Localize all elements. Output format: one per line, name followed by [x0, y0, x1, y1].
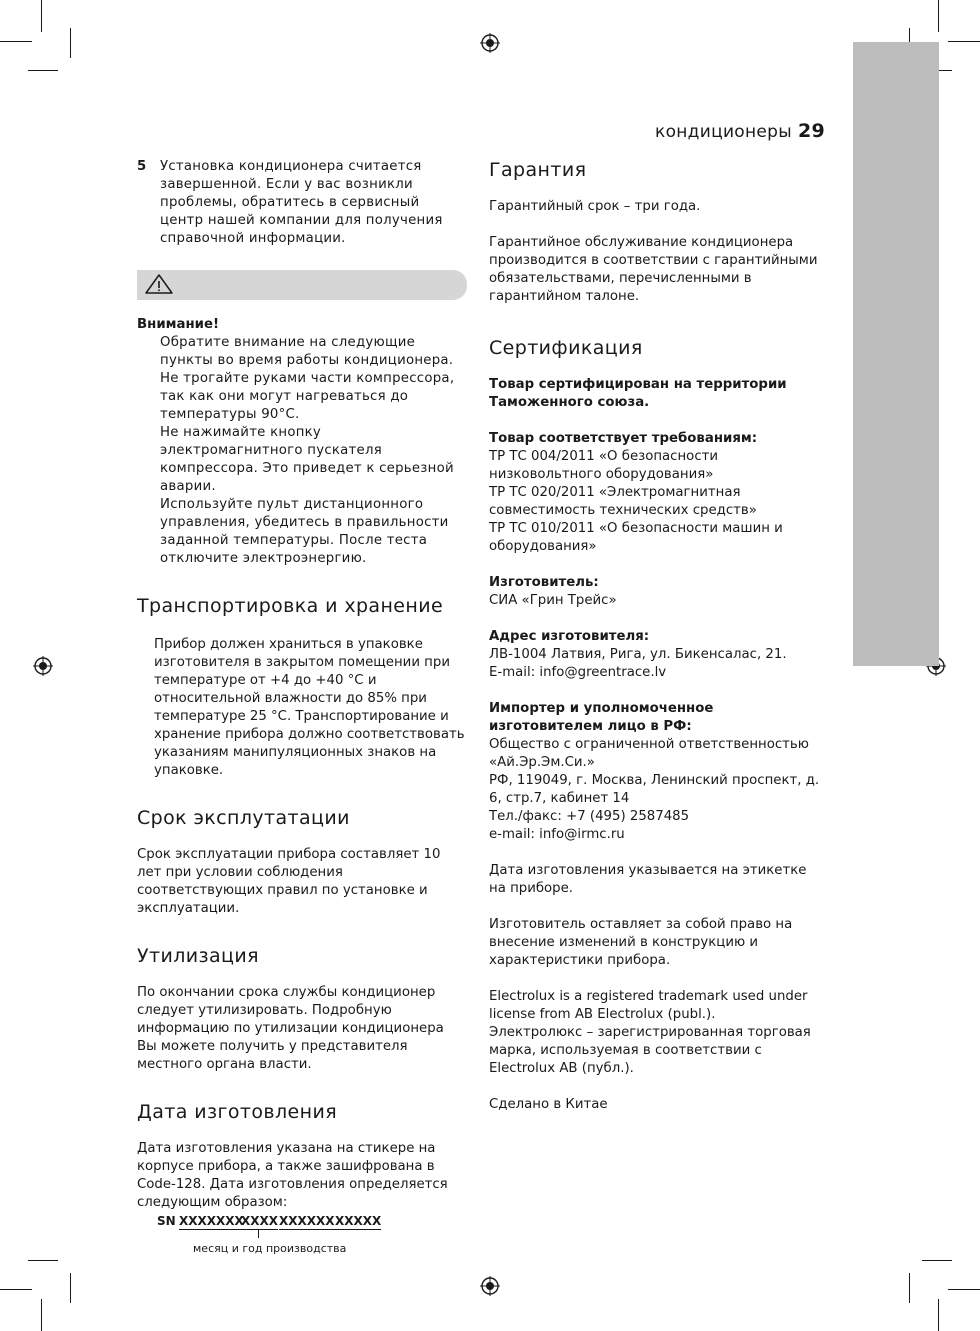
attention-line: Не трогайте руками части компрессора, так как они могут нагреваться до температуры 90°С. — [160, 371, 455, 422]
sn-segment: XXXX — [241, 1214, 279, 1228]
service-life-text: Срок эксплуатации прибора составляет 10 лет при условии соблюдения соответствующих правил по установке и эксплуатации. — [137, 847, 441, 916]
made-in: Сделано в Китае — [489, 1097, 608, 1112]
page-header — [655, 120, 825, 142]
crop-mark — [70, 28, 71, 58]
manufacturer-block — [489, 574, 821, 610]
attention-list — [137, 334, 467, 568]
certification-heading: Сертификация — [489, 337, 643, 359]
importer-label: Импортер и уполномоченное изготовителем лицо в РФ: — [489, 701, 714, 734]
compliance-line: ТР ТС 020/2011 «Электромагнитная совместимость технических средств» — [489, 485, 757, 518]
disposal-heading: Утилизация — [137, 945, 259, 967]
crop-mark — [909, 1273, 910, 1303]
manufacture-date-text: Дата изготовления указана на стикере на корпусе прибора, а также зашифрована в Code-128. Дата изготовления определяется следующим образом: — [137, 1141, 448, 1210]
attention-line: Не нажимайте кнопку электромагнитного пускателя компрессора. Это приведет к серьезной аварии. — [160, 425, 454, 494]
crop-mark — [0, 1289, 32, 1290]
registration-mark-icon — [480, 33, 500, 53]
importer-line: РФ, 119049, г. Москва, Ленинский проспект, д. 6, стр.7, кабинет 14 — [489, 773, 820, 806]
sn-segment: XXXXXX — [279, 1214, 335, 1228]
compliance-label: Товар соответствует требованиям: — [489, 431, 758, 446]
address-block — [489, 628, 821, 682]
sn-caption: месяц и год производства — [193, 1242, 347, 1255]
transport-heading: Транспортировка и хранение — [137, 595, 444, 617]
attention-line: Обратите внимание на следующие пункты во время работы кондиционера. — [160, 335, 454, 368]
sn-label: SN — [157, 1214, 176, 1228]
date-note: Дата изготовления указывается на этикетке на приборе. — [489, 863, 807, 896]
sn-segment: XXXXX — [335, 1214, 382, 1228]
step-number: 5 — [137, 159, 147, 174]
crop-mark — [938, 0, 939, 32]
rights-note: Изготовитель оставляет за собой право на внесение изменений в конструкцию и характеристики прибора. — [489, 917, 793, 968]
manufacturer-email: E-mail: info@greentrace.lv — [489, 665, 667, 680]
sn-pointer — [258, 1230, 259, 1238]
disposal-text: По окончании срока службы кондиционер следует утилизировать. Подробную информацию по утилизации кондиционера Вы можете получить у представителя местного органа власти. — [137, 985, 444, 1072]
compliance-line: ТР ТС 004/2011 «О безопасности низковольтного оборудования» — [489, 449, 719, 482]
attention-title: Внимание! — [137, 317, 220, 332]
step-text: Установка кондиционера считается завершенной. Если у вас возникли проблемы, обратитесь в сервисный центр нашей компании для получения справочной информации. — [160, 159, 443, 246]
warning-triangle-icon — [144, 273, 174, 295]
manufacturer-name: СИА «Грин Трейс» — [489, 593, 617, 608]
certified-text: Товар сертифицирован на территории Таможенного союза. — [489, 377, 787, 410]
serial-number-diagram — [137, 1214, 467, 1264]
compliance-line: ТР ТС 010/2011 «О безопасности машин и оборудования» — [489, 521, 783, 554]
chapter-tab — [853, 42, 939, 666]
crop-mark — [0, 41, 32, 42]
warning-bar — [137, 270, 467, 300]
crop-mark — [938, 1299, 939, 1331]
importer-line: Общество с ограниченной ответственностью «Ай.Эр.Эм.Си.» — [489, 737, 809, 770]
importer-line: e-mail: info@irmc.ru — [489, 827, 625, 842]
crop-mark — [948, 1289, 980, 1290]
crop-mark — [70, 1273, 71, 1303]
importer-line: Тел./факс: +7 (495) 2587485 — [489, 809, 690, 824]
registration-mark-icon — [33, 656, 53, 676]
registration-mark-icon — [480, 1276, 500, 1296]
address-label: Адрес изготовителя: — [489, 629, 650, 644]
compliance-block — [489, 430, 821, 556]
sn-segment: XXXXXXX — [179, 1214, 244, 1228]
attention-line: Используйте пульт дистанционного управления, убедитесь в правильности заданной температуры. После теста отключите электроэнергию. — [160, 497, 449, 566]
crop-mark — [41, 0, 42, 32]
address-text: ЛВ-1004 Латвия, Рига, ул. Бикенсалас, 21. — [489, 647, 787, 662]
transport-text: Прибор должен храниться в упаковке изготовителя в закрытом помещении при температуре от +4 до +40 °С и относительной влажности до 85% при температуре 25 °С. Транспортирование и хранение прибора должно соответствовать указаниям манипуляционных знаков на упаковке. — [154, 637, 465, 778]
manufacture-date-heading: Дата изготовления — [137, 1101, 338, 1123]
crop-mark — [28, 70, 58, 71]
crop-mark — [922, 1260, 952, 1261]
left-column — [137, 158, 467, 1264]
manufacturer-label: Изготовитель: — [489, 575, 599, 590]
section-title: кондиционеры — [655, 122, 792, 142]
install-step — [137, 158, 467, 248]
warranty-heading: Гарантия — [489, 159, 587, 181]
crop-mark — [41, 1299, 42, 1331]
right-column — [489, 158, 821, 1114]
warranty-term: Гарантийный срок – три года. — [489, 199, 701, 214]
crop-mark — [948, 41, 980, 42]
trademark-en: Electrolux is a registered trademark used under license from AB Electrolux (publ.). — [489, 989, 808, 1022]
trademark-ru: Электролюкс – зарегистрированная торговая марка, используемая в соответствии с Electrolux AB (публ.). — [489, 1025, 811, 1076]
importer-block — [489, 700, 821, 844]
service-life-heading: Срок эксплутатации — [137, 807, 350, 829]
trademark-block — [489, 988, 821, 1078]
warranty-service: Гарантийное обслуживание кондиционера производится в соответствии с гарантийными обязательствами, перечисленными в гарантийном талоне. — [489, 235, 818, 304]
page-number: 29 — [798, 120, 826, 142]
crop-mark — [28, 1260, 58, 1261]
